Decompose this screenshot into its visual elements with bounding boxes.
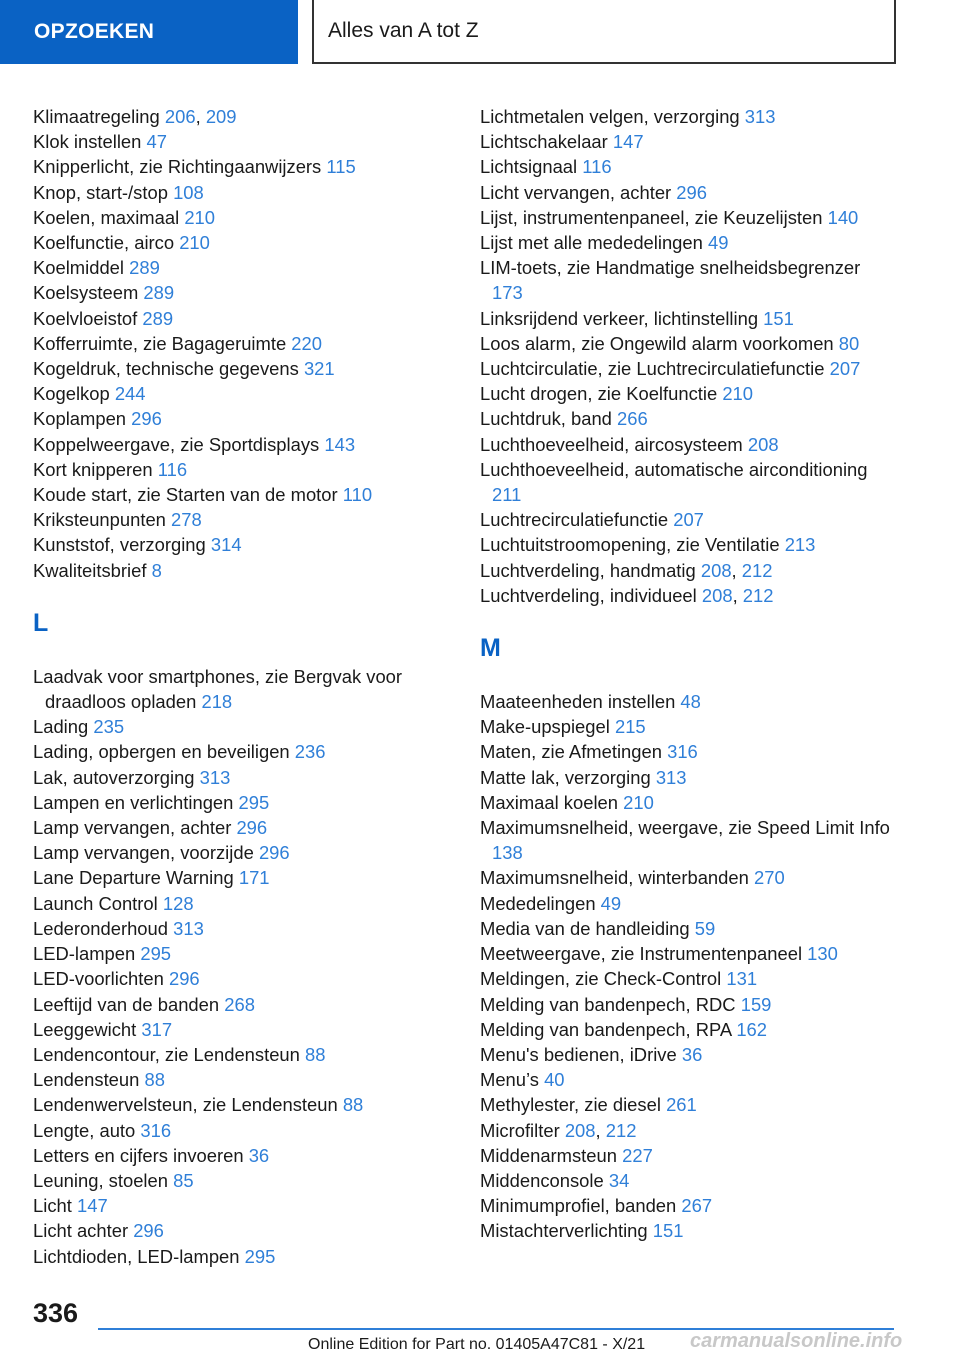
index-entry-term: Matte lak, verzorging (480, 766, 651, 788)
index-entry-term: Lijst, instrumentenpaneel, zie Keuzelijsten (480, 206, 823, 228)
index-entry-term: Linksrijdend verkeer, lichtinstelling (480, 307, 759, 329)
page-link[interactable]: 278 (171, 509, 202, 531)
index-column-left (33, 104, 453, 1269)
index-entry (33, 1017, 453, 1042)
page-link[interactable]: 268 (224, 993, 255, 1015)
page-link[interactable]: 227 (622, 1144, 653, 1166)
index-entry-term: Maateenheden instellen (480, 691, 676, 713)
index-entry-term: Lane Departure Warning (33, 867, 234, 889)
index-entry-term: Middenconsole (480, 1169, 604, 1191)
index-entry-term: LED-lampen (33, 943, 136, 965)
page-link[interactable]: 208 (700, 559, 732, 581)
index-entry-term: Luchtverdeling, individueel (480, 584, 697, 606)
index-entry-term: Lading, opbergen en beveiligen (33, 741, 290, 763)
index-entry-term: Lijst met alle mededelingen (480, 232, 703, 254)
index-entry (480, 765, 890, 790)
index-entry (33, 280, 453, 305)
page-link[interactable]: 314 (210, 534, 242, 556)
index-entry (33, 406, 453, 431)
index-entry-term: Lichtsignaal (480, 156, 578, 178)
index-entry (33, 558, 453, 583)
index-entry-term: Maten, zie Afmetingen (480, 741, 662, 763)
index-entry-term: Koelvloeistof (33, 307, 138, 329)
index-entry-term: Melding van bandenpech, RDC (480, 993, 736, 1015)
index-entry-term: Lichtdioden, LED-lampen (33, 1245, 240, 1267)
index-entry (480, 306, 890, 331)
index-entry (33, 205, 453, 230)
page-link[interactable]: 296 (258, 842, 290, 864)
index-entry (33, 941, 453, 966)
page-link[interactable]: 244 (114, 383, 146, 405)
index-entry-term: Kogeldruk, technische gegevens (33, 358, 299, 380)
index-entry-term: Klok instellen (33, 131, 142, 153)
page-link[interactable]: 296 (676, 181, 707, 203)
index-column-right (480, 104, 890, 1244)
index-entry-term: Lak, autoverzorging (33, 766, 195, 788)
index-entry (33, 1193, 453, 1218)
index-entry (480, 180, 890, 205)
index-entry-term: Luchtrecirculatiefunctie (480, 509, 669, 531)
index-entry (33, 1067, 453, 1092)
page-link[interactable]: 110 (342, 484, 373, 506)
page-link[interactable]: 80 (838, 332, 860, 354)
page-link[interactable]: 296 (131, 408, 162, 430)
page-link[interactable]: 218 (201, 691, 233, 713)
index-entry (480, 1092, 890, 1117)
index-entry-term: Koelfunctie, airco (33, 232, 175, 254)
index-entry (33, 154, 453, 179)
index-entry-term: Luchtuitstroomopening, zie Ventilatie (480, 534, 780, 556)
index-entry: Luchtverdeling, individueel 208, 212 (480, 584, 774, 606)
page-link[interactable]: 313 (173, 917, 204, 939)
page-link[interactable]: 151 (763, 307, 794, 329)
index-entry (33, 532, 453, 557)
index-entry (480, 1017, 890, 1042)
index-list-k (33, 104, 453, 583)
index-entry-term: Laadvak voor smartphones, zie Bergvak voor draadloos opladen (33, 665, 403, 713)
index-entry (480, 129, 890, 154)
page-link[interactable]: 151 (652, 1220, 684, 1242)
index-entry-term: Kofferruimte, zie Bagageruimte (33, 332, 287, 354)
page-link[interactable]: 59 (694, 917, 716, 939)
index-entry (33, 865, 453, 890)
index-entry (33, 765, 453, 790)
page-link[interactable]: 108 (173, 181, 204, 203)
footer-watermark: carmanualsonline.info (690, 1330, 903, 1352)
index-entry-term: Lendenwervelsteun, zie Lendensteun (33, 1094, 338, 1116)
page-link[interactable]: 47 (146, 131, 167, 153)
page-link[interactable]: 138 (492, 842, 523, 864)
index-entry-term: Kogelkop (33, 383, 110, 405)
index-entry-term: Knipperlicht, zie Richtingaanwijzers (33, 156, 322, 178)
page-link[interactable]: 210 (184, 206, 215, 228)
index-entry-term: Luchtcirculatie, zie Luchtrecirculatiefunctie (480, 358, 825, 380)
index-entry-term: Launch Control (33, 892, 158, 914)
index-entry (480, 865, 890, 890)
index-entry (480, 966, 890, 991)
index-list-l (33, 664, 453, 1269)
index-entry (33, 891, 453, 916)
page-link[interactable]: 296 (133, 1220, 164, 1242)
page-title (312, 0, 896, 64)
index-entry (33, 815, 453, 840)
index-entry-term: Licht (33, 1195, 72, 1217)
index-entry (480, 205, 890, 230)
index-entry-term: Koplampen (33, 408, 127, 430)
page-link[interactable]: 289 (142, 307, 174, 329)
index-entry (480, 891, 890, 916)
index-entry-term: Kwaliteitsbrief (33, 559, 147, 581)
section-tab-label: OPZOEKEN (34, 20, 155, 43)
index-entry-term: Menu’s (480, 1069, 539, 1091)
page-link[interactable]: 210 (179, 232, 210, 254)
index-entry: Microfilter 208, 212 (480, 1119, 637, 1141)
index-entry: Luchtverdeling, handmatig 208, 212 (480, 559, 773, 581)
index-entry-term: Minimumprofiel, banden (480, 1195, 677, 1217)
index-entry-term: Lendensteun (33, 1069, 140, 1091)
page-link[interactable]: 313 (744, 106, 776, 127)
index-entry-term: Lengte, auto (33, 1119, 136, 1141)
index-entry (480, 432, 890, 457)
index-entry-term: Koude start, zie Starten van de motor (33, 484, 338, 506)
index-entry (33, 790, 453, 815)
index-entry (33, 1118, 453, 1143)
page-link[interactable]: 235 (93, 716, 125, 738)
index-letter-m: M (480, 634, 501, 663)
index-entry (33, 1244, 453, 1269)
index-entry-term: Klimaatregeling (33, 106, 160, 127)
page-link[interactable]: 171 (238, 867, 270, 889)
page-link[interactable]: 296 (168, 968, 200, 990)
page-link[interactable]: 236 (294, 741, 326, 763)
page-link[interactable]: 48 (680, 691, 701, 713)
index-entry (33, 507, 453, 532)
page-link[interactable]: 49 (708, 232, 729, 254)
index-entry-term: Leuning, stoelen (33, 1169, 168, 1191)
index-entry-term: Methylester, zie diesel (480, 1094, 661, 1116)
page-link[interactable]: 313 (655, 766, 687, 788)
index-entry-term: Koelmiddel (33, 257, 124, 279)
index-entry-term: Meetweergave, zie Instrumentenpaneel (480, 943, 803, 965)
index-entry-term: Lendencontour, zie Lendensteun (33, 1043, 300, 1065)
page-link[interactable]: 128 (162, 892, 194, 914)
index-entry (33, 255, 453, 280)
index-entry-term: Lamp vervangen, achter (33, 817, 232, 839)
index-entry (33, 1092, 453, 1117)
index-entry (33, 840, 453, 865)
index-entry-term: Lichtschakelaar (480, 131, 608, 153)
page-link[interactable]: 115 (326, 156, 356, 178)
index-entry-term: Leeggewicht (33, 1018, 137, 1040)
index-entry (480, 916, 890, 941)
index-entry-term: Koelen, maximaal (33, 206, 180, 228)
index-entry (480, 739, 890, 764)
index-entry (480, 507, 890, 532)
page-link[interactable]: 116 (157, 458, 188, 480)
index-entry (33, 482, 453, 507)
page-link[interactable]: 34 (608, 1169, 630, 1191)
index-entry (480, 331, 890, 356)
page-link[interactable]: 8 (151, 559, 162, 581)
page-link[interactable]: 267 (681, 1195, 713, 1217)
page-link[interactable]: 296 (236, 817, 268, 839)
index-entry (480, 1218, 890, 1243)
index-entry-term: Lederonderhoud (33, 917, 168, 939)
index-entry (480, 230, 890, 255)
page-link[interactable]: 212 (605, 1119, 637, 1141)
index-entry-term: LED-voorlichten (33, 968, 164, 990)
index-entry-term: Licht achter (33, 1220, 129, 1242)
page-link[interactable]: 49 (600, 892, 622, 914)
index-entry (33, 1143, 453, 1168)
page-link[interactable]: 88 (305, 1043, 326, 1065)
page-link[interactable]: 212 (742, 584, 774, 606)
page-link[interactable]: 211 (492, 484, 522, 506)
index-entry (33, 356, 453, 381)
page-link[interactable]: 313 (199, 766, 231, 788)
page-link[interactable]: 210 (623, 791, 654, 813)
index-entry (480, 689, 890, 714)
page-link[interactable]: 215 (614, 716, 646, 738)
index-entry (33, 129, 453, 154)
index-entry-term: Mededelingen (480, 892, 596, 914)
index-entry (480, 356, 890, 381)
index-entry (480, 1042, 890, 1067)
index-entry-term: Maximumsnelheid, winterbanden (480, 867, 749, 889)
page-link[interactable]: 143 (324, 433, 356, 455)
index-entry (33, 992, 453, 1017)
index-entry (33, 714, 453, 739)
page-link[interactable]: 36 (248, 1144, 270, 1166)
page-title-label: Alles van A tot Z (328, 19, 479, 42)
footer-edition: Online Edition for Part no. 01405A47C81 - X/21 (308, 1336, 646, 1353)
index-entry (480, 1143, 890, 1168)
index-entry-term: Maximumsnelheid, weergave, zie Speed Limit Info (480, 817, 890, 839)
index-entry-term: Lampen en verlichtingen (33, 791, 234, 813)
index-entry-term: Meldingen, zie Check-Control (480, 968, 722, 990)
page-number: 336 (33, 1298, 79, 1328)
page-link[interactable]: 85 (173, 1169, 194, 1191)
index-list-l-continued (480, 104, 890, 608)
index-entry (480, 406, 890, 431)
index-entry (480, 790, 890, 815)
page-link[interactable]: 295 (238, 791, 270, 813)
index-entry-term: Luchtdruk, band (480, 408, 612, 430)
index-entry (480, 457, 890, 507)
index-entry-term: Luchtverdeling, handmatig (480, 559, 696, 581)
index-entry (33, 1218, 453, 1243)
page-link[interactable]: 210 (722, 383, 754, 405)
page-link[interactable]: 36 (681, 1043, 703, 1065)
index-entry (480, 714, 890, 739)
index-entry-term: Luchthoeveelheid, aircosysteem (480, 433, 743, 455)
index-entry (480, 381, 890, 406)
index-entry-term: Middenarmsteun (480, 1144, 617, 1166)
index-entry (33, 331, 453, 356)
index-entry (33, 1168, 453, 1193)
index-list-m (480, 689, 890, 1243)
page-link[interactable]: 116 (582, 156, 612, 178)
index-entry (480, 992, 890, 1017)
page-link[interactable]: 173 (492, 282, 523, 304)
index-entry-term: Koppelweergave, zie Sportdisplays (33, 433, 320, 455)
index-entry-term: Kunststof, verzorging (33, 534, 206, 556)
page-link[interactable]: 207 (829, 358, 861, 380)
page-link[interactable]: 212 (741, 559, 773, 581)
index-entry (33, 739, 453, 764)
index-entry (480, 941, 890, 966)
index-entry (33, 916, 453, 941)
page-link[interactable]: 159 (740, 993, 772, 1015)
page-link[interactable]: 40 (544, 1069, 565, 1091)
page-link[interactable]: 88 (144, 1069, 165, 1091)
page-link[interactable]: 147 (76, 1195, 108, 1217)
page-link[interactable]: 140 (827, 206, 859, 228)
section-tab (0, 0, 298, 64)
index-entry-term: Make-upspiegel (480, 716, 610, 738)
page-link[interactable]: 130 (807, 943, 838, 965)
index-entry-term: Lamp vervangen, voorzijde (33, 842, 254, 864)
page-link[interactable]: 131 (726, 968, 758, 990)
index-entry-term: Lucht drogen, zie Koelfunctie (480, 383, 718, 405)
index-entry (33, 180, 453, 205)
index-entry-term: Licht vervangen, achter (480, 181, 672, 203)
index-entry-term: Maximaal koelen (480, 791, 618, 813)
index-entry-term: Lading (33, 716, 89, 738)
page-link[interactable]: 261 (666, 1094, 697, 1116)
index-entry (33, 966, 453, 991)
page-link[interactable]: 208 (747, 433, 779, 455)
index-entry-term: Menu's bedienen, iDrive (480, 1043, 677, 1065)
page-link[interactable]: 289 (143, 282, 175, 304)
index-entry (480, 1067, 890, 1092)
page-link[interactable]: 270 (753, 867, 785, 889)
index-entry-term: Koelsysteem (33, 282, 139, 304)
index-entry (33, 432, 453, 457)
page-link[interactable]: 88 (342, 1094, 364, 1116)
index-entry-term: Lichtmetalen velgen, verzorging (480, 106, 740, 127)
page-link[interactable]: 213 (784, 534, 816, 556)
index-entry-term: Letters en cijfers invoeren (33, 1144, 244, 1166)
index-entry (480, 815, 890, 865)
index-entry-term: Knop, start-/stop (33, 181, 168, 203)
page-link[interactable]: 208 (564, 1119, 596, 1141)
index-entry-term: LIM-toets, zie Handmatige snelheidsbegrenzer (480, 257, 861, 279)
index-entry-term: Leeftijd van de banden (33, 993, 220, 1015)
page-link[interactable]: 220 (291, 332, 322, 354)
page-link[interactable]: 208 (701, 584, 733, 606)
page-link[interactable]: 321 (303, 358, 335, 380)
index-entry (480, 532, 890, 557)
page-link[interactable]: 209 (205, 106, 237, 127)
index-entry-term: Kriksteunpunten (33, 509, 166, 531)
page-link[interactable]: 295 (244, 1245, 276, 1267)
index-entry (480, 1193, 890, 1218)
index-entry (33, 1042, 453, 1067)
index-entry (33, 230, 453, 255)
index-entry (33, 457, 453, 482)
page-link[interactable]: 162 (736, 1018, 767, 1040)
index-entry-term: Kort knipperen (33, 458, 153, 480)
index-entry (480, 104, 890, 129)
index-entry (480, 255, 890, 305)
page-link[interactable]: 317 (141, 1018, 173, 1040)
index-entry (480, 154, 890, 179)
index-entry (33, 664, 453, 714)
page-link[interactable]: 207 (673, 509, 704, 531)
page-link[interactable]: 316 (140, 1119, 172, 1141)
index-entry (33, 306, 453, 331)
page-link[interactable]: 206 (164, 106, 196, 127)
page-link[interactable]: 147 (612, 131, 644, 153)
index-letter-l: L (33, 608, 49, 637)
index-entry-term: Luchthoeveelheid, automatische airconditioning (480, 458, 868, 480)
page-link[interactable]: 266 (617, 408, 648, 430)
index-entry-term: Media van de handleiding (480, 917, 690, 939)
index-entry (33, 381, 453, 406)
index-entry-term: Mistachterverlichting (480, 1220, 648, 1242)
index-entry-term: Loos alarm, zie Ongewild alarm voorkomen (480, 332, 834, 354)
index-entry-term: Microfilter (480, 1119, 560, 1141)
page-link[interactable]: 295 (140, 943, 172, 965)
index-entry: Klimaatregeling 206, 209 (33, 106, 237, 127)
index-entry (480, 1168, 890, 1193)
page-link[interactable]: 316 (667, 741, 698, 763)
page-link[interactable]: 289 (129, 257, 160, 279)
index-entry-term: Melding van bandenpech, RPA (480, 1018, 732, 1040)
